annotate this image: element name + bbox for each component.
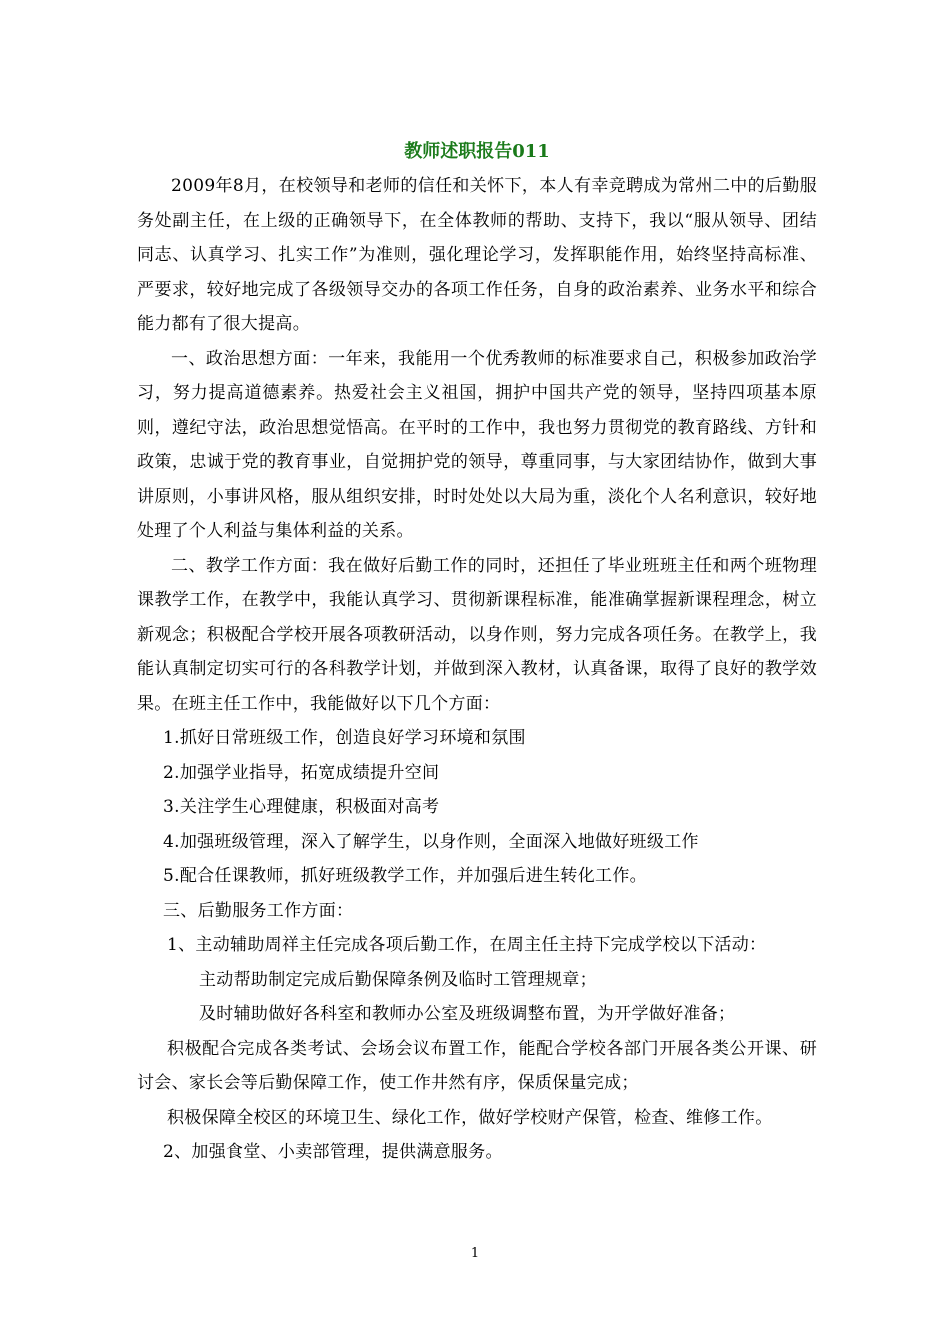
- logistics-item-2: 2、加强食堂、小卖部管理，提供满意服务。: [163, 1142, 503, 1162]
- list-item: 4.加强班级管理，深入了解学生，以身作则，全面深入地做好班级工作: [163, 831, 699, 852]
- list-item: 1.抓好日常班级工作，创造良好学习环境和氛围: [163, 728, 526, 748]
- paragraph-intro: 2009年8月，在校领导和老师的信任和关怀下，本人有幸竞聘成为常州二中的后勤服务处副主任，在上级的正确领导下，在全体教师的帮助、支持下，我以“服从领导、团结同志、认真学习、扎实工作”为准则，强化理论学习，发挥职能作用，始终坚持高标准、严要求，较好地完成了各级领导交办的各项工作任务，自身的政治素养、业务水平和综合能力都有了很大提高。: [137, 176, 817, 334]
- list-item: 5.配合任课教师，抓好班级教学工作，并加强后进生转化工作。: [163, 866, 647, 886]
- section-heading-logistics: 三、后勤服务工作方面：: [163, 900, 354, 921]
- document-title: 教师述职报告011: [404, 141, 550, 162]
- logistics-subitem: 及时辅助做好各科室和教师办公室及班级调整布置，为开学做好准备；: [199, 1004, 736, 1024]
- paragraph-teaching: 二、教学工作方面：我在做好后勤工作的同时，还担任了毕业班班主任和两个班物理课教学工作，在教学中，我能认真学习、贯彻新课程标准，能准确掌握新课程理念，树立新观念；积极配合学校开展各项教研活动，以身作则，努力完成各项任务。在教学上，我能认真制定切实可行的各科教学计划，并做到深入教材，认真备课，取得了良好的教学效果。在班主任工作中，我能做好以下几个方面：: [137, 555, 817, 714]
- list-item: 3.关注学生心理健康，积极面对高考: [163, 797, 440, 817]
- document-body: [137, 139, 817, 1170]
- logistics-item-1: 1、主动辅助周祥主任完成各项后勤工作，在周主任主持下完成学校以下活动：: [167, 935, 767, 955]
- logistics-paragraph: 积极保障全校区的环境卫生、绿化工作，做好学校财产保管，检查、维修工作。: [167, 1107, 773, 1128]
- logistics-paragraph: 积极配合完成各类考试、会场会议布置工作，能配合学校各部门开展各类公开课、研讨会、家长会等后勤保障工作，使工作井然有序，保质保量完成；: [137, 1038, 817, 1093]
- paragraph-political: 一、政治思想方面：一年来，我能用一个优秀教师的标准要求自己，积极参加政治学习，努力提高道德素养。热爱社会主义祖国，拥护中国共产党的领导，坚持四项基本原则，遵纪守法，政治思想觉悟高。在平时的工作中，我也努力贯彻党的教育路线、方针和政策，忠诚于党的教育事业，自觉拥护党的领导，尊重同事，与大家团结协作，做到大事讲原则，小事讲风格，服从组织安排，时时处处以大局为重，淡化个人名利意识，较好地处理了个人利益与集体利益的关系。: [137, 348, 817, 541]
- list-item: 2.加强学业指导，拓宽成绩提升空间: [163, 762, 440, 783]
- page-number: 1: [470, 1246, 480, 1261]
- logistics-subitem: 主动帮助制定完成后勤保障条例及临时工管理规章；: [199, 969, 597, 990]
